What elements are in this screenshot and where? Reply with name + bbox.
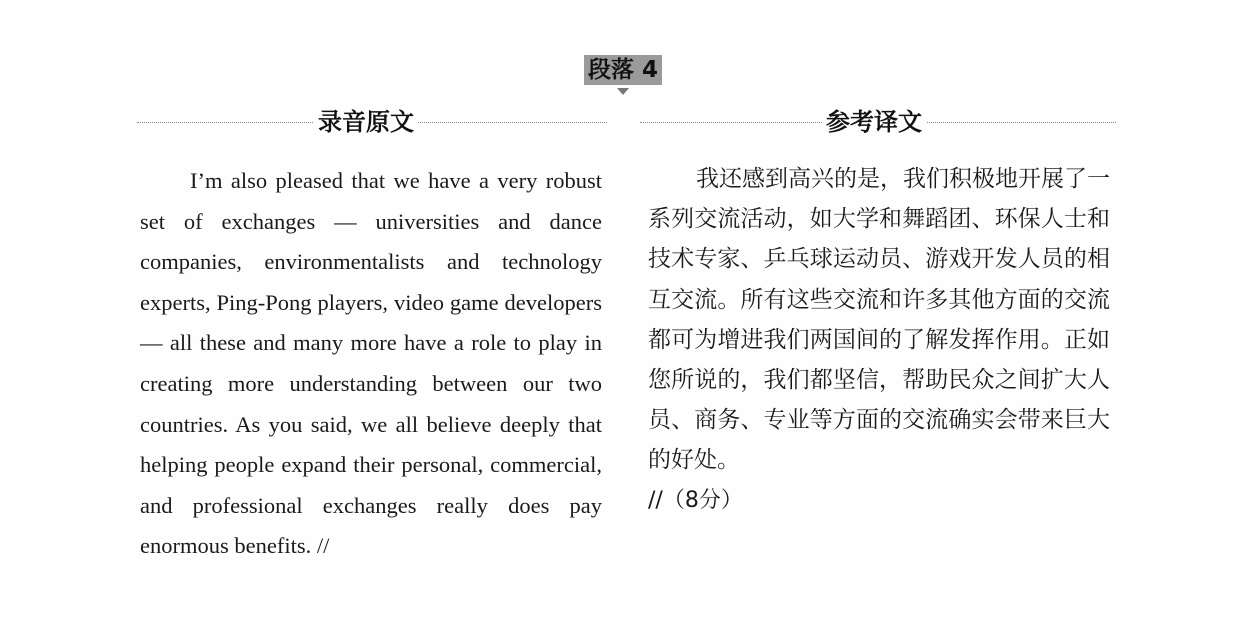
paragraph-label: 段落 4: [584, 55, 662, 85]
original-text-heading: 录音原文: [314, 106, 418, 138]
down-triangle-icon: [617, 88, 629, 95]
score-note: //（8分）: [648, 488, 743, 513]
reference-translation-heading: 参考译文: [822, 106, 926, 138]
reference-translation-paragraph: 我还感到高兴的是，我们积极地开展了一系列交流活动，如大学和舞蹈团、环保人士和技术专家、乒乓球运动员、游戏开发人员的相互交流。所有这些交流和许多其他方面的交流都可为增进我们两国间的了解发挥作用。正如您所说的，我们都坚信，帮助民众之间扩大人员、商务、专业等方面的交流确实会带来巨大的好处。: [648, 166, 1110, 474]
original-transcript-paragraph: I’m also pleased that we have a very robust set of exchanges — universities and dance companies, environmentalists and technology experts, Ping-Pong players, video game developers — all these and many more have a role to play in creating more understanding between our two countries. As you said, we all believe deeply that helping people expand their personal, commercial, and professional exchanges really does pay enormous benefits. //: [140, 168, 602, 559]
